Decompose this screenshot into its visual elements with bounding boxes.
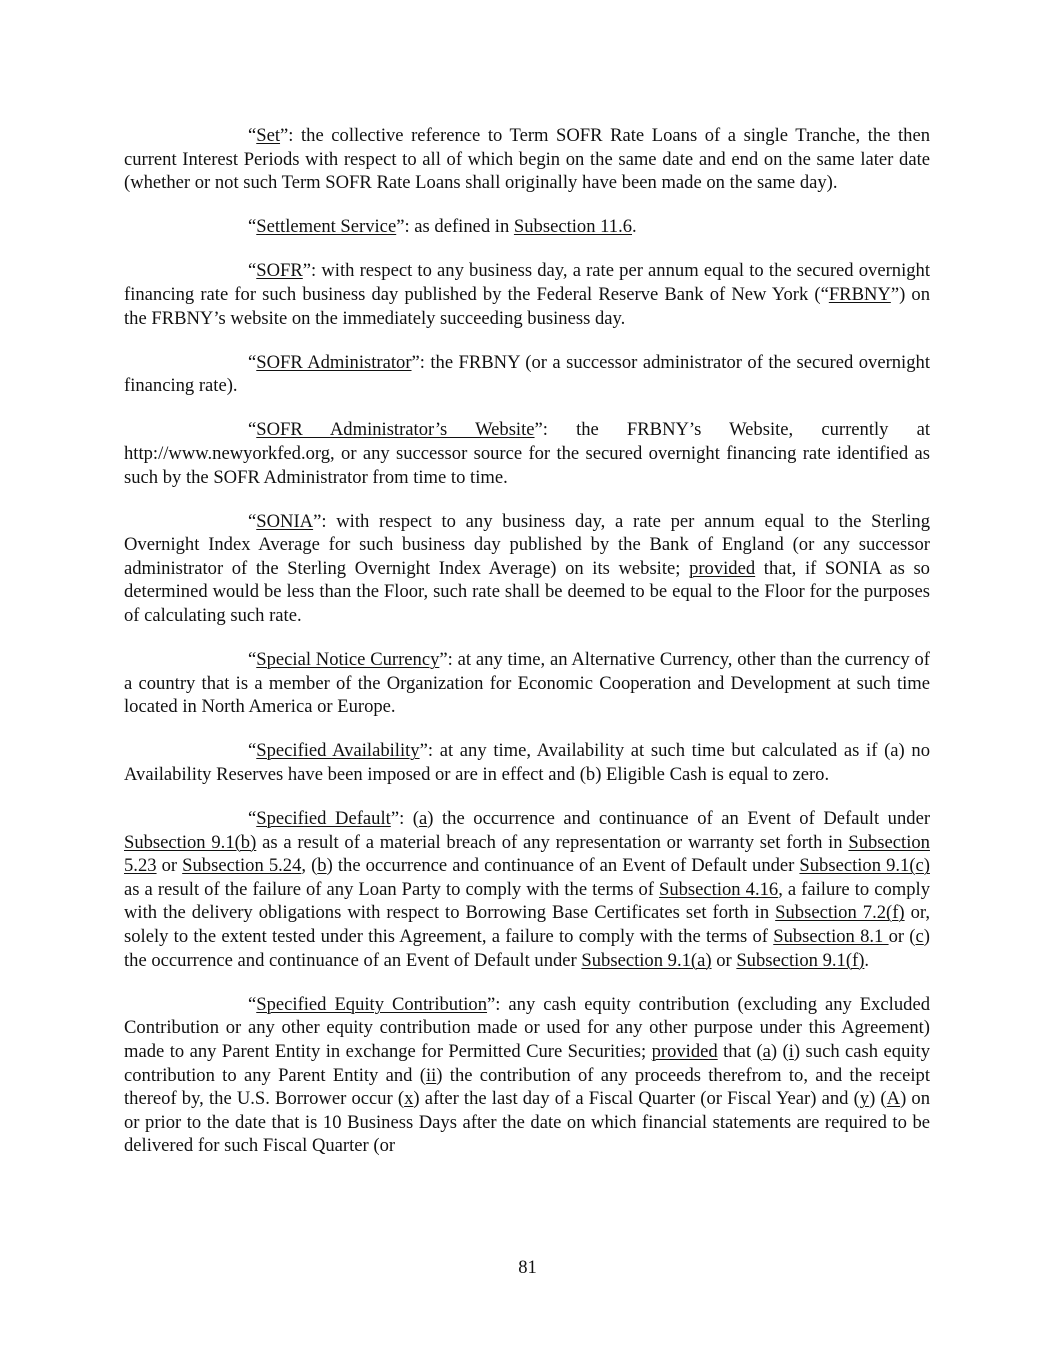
definition-specified-availability: [124, 739, 930, 786]
underlined-term: x: [404, 1088, 414, 1110]
underlined-term: Specified Availability: [256, 740, 420, 762]
underlined-term: c: [915, 926, 924, 948]
text-run: ) the occurrence and continuance of an Event of Default under: [326, 855, 800, 877]
text-run: or: [156, 855, 183, 877]
text-run: “: [248, 993, 257, 1015]
underlined-term: Subsection 11.6: [513, 216, 633, 238]
underlined-term: Specified Equity Contribution: [256, 993, 488, 1015]
underlined-term: Subsection 7.2(f): [775, 902, 905, 924]
text-run: ) on or prior to the date that is 10 Business Days after the date on which financial statements are required to be delivered for such Fiscal Quarter (or: [124, 1088, 930, 1157]
underlined-term: Subsection 4.16: [659, 878, 779, 900]
underlined-term: A: [886, 1088, 901, 1110]
text-run: ”: any cash equity contribution (excluding any Excluded Contribution or any other equity contribution made or used for any other purpose under this Agreement) made to any Parent Entity in exchange for Permitted Cure Securities;: [124, 993, 930, 1062]
text-run: ”: the FRBNY’s Website, currently at http://www.newyorkfed.org, or any successor source for the secured overnight financing rate identified as such by the SOFR Administrator from time to time.: [124, 419, 930, 488]
text-run: “: [248, 260, 257, 282]
definition-set: [124, 124, 930, 195]
underlined-term: a: [762, 1040, 771, 1062]
underlined-term: SOFR: [256, 260, 303, 282]
text-run: .: [864, 949, 870, 971]
text-run: ) (: [770, 1040, 789, 1062]
definition-sofr: [124, 259, 930, 330]
underlined-term: Subsection 9.1(f): [736, 949, 865, 971]
definition-specified-equity-contribution: [124, 993, 930, 1158]
page-number: 81: [518, 1257, 537, 1278]
text-run: ”: with respect to any business day, a rate per annum equal to the Sterling Overnight Index Average for such business day published by the Bank of England (or any successor administrator of the Sterling Overnight Index Average) on its website;: [124, 510, 930, 579]
definition-sonia: [124, 510, 930, 628]
text-run: “: [248, 808, 257, 830]
text-run: ) (: [869, 1088, 887, 1110]
underlined-term: SONIA: [256, 510, 314, 532]
text-run: ”: the FRBNY (or a successor administrator of the secured overnight financing rate).: [124, 351, 930, 397]
text-run: ) the occurrence and continuance of an Event of Default under: [124, 926, 930, 971]
text-run: that, if SONIA as so determined would be less than the Floor, such rate shall be deemed to be equal to the Floor for the purposes of calculating such rate.: [124, 557, 930, 626]
underlined-term: SOFR Administrator: [256, 351, 412, 373]
text-run: “: [248, 510, 257, 532]
text-run: .: [632, 216, 637, 238]
text-run: or, solely to the extent tested under this Agreement, a failure to comply with the terms of: [124, 902, 930, 948]
underlined-term: Subsection 9.1(a): [581, 949, 712, 971]
definition-sofr-administrator: [124, 351, 930, 398]
definition-settlement-service: [124, 215, 930, 239]
text-run: ) the occurrence and continuance of an Event of Default under: [427, 808, 931, 830]
text-run: as a result of the failure of any Loan Party to comply with the terms of: [124, 878, 659, 900]
text-run: , (: [301, 855, 318, 877]
underlined-term: Subsection 9.1(c): [799, 855, 930, 877]
underlined-term: Subsection 8.1: [773, 926, 889, 948]
text-run: as a result of a material breach of any representation or warranty set forth in: [256, 831, 849, 853]
text-run: ”: as defined in: [396, 216, 514, 238]
underlined-term: FRBNY: [828, 283, 891, 305]
text-run: ”: at any time, Availability at such time but calculated as if (a) no Availability Reserves have been imposed or are in effect and (b) Eligible Cash is equal to zero.: [124, 740, 931, 785]
underlined-term: y: [859, 1088, 870, 1110]
text-run: ”: with respect to any business day, a rate per annum equal to the secured overnight financing rate for such business day published by the Federal Reserve Bank of New York (“: [124, 260, 930, 305]
text-run: “: [248, 740, 257, 762]
text-run: “: [248, 216, 257, 238]
underlined-term: a: [419, 808, 428, 830]
underlined-term: b: [317, 855, 327, 877]
text-run: “: [248, 351, 257, 373]
underlined-term: i: [788, 1040, 794, 1062]
text-run: or: [711, 949, 737, 971]
text-run: or (: [888, 926, 916, 948]
underlined-term: Specified Default: [256, 808, 391, 830]
text-run: “: [248, 649, 257, 671]
underlined-term: Special Notice Currency: [256, 649, 440, 671]
underlined-term: ii: [425, 1064, 437, 1086]
underlined-term: Set: [256, 125, 281, 146]
definition-sofr-administrators-website: [124, 418, 930, 489]
underlined-term: Subsection 5.24: [182, 855, 302, 877]
underlined-term: Settlement Service: [256, 216, 397, 238]
text-run: that (: [717, 1040, 763, 1062]
underlined-term: Subsection 9.1(b): [124, 831, 257, 853]
underlined-term: provided: [651, 1040, 718, 1062]
document-page: [124, 124, 930, 1178]
definition-specified-default: [124, 807, 930, 972]
text-run: ”: at any time, an Alternative Currency, other than the currency of a country that is a member of the Organization for Economic Cooperation and Development at such time located in North America or Europe.: [124, 649, 930, 718]
text-run: ) such cash equity contribution to any Parent Entity and (: [124, 1040, 930, 1086]
text-run: ”: the collective reference to Term SOFR Rate Loans of a single Tranche, the then current Interest Periods with respect to all of which begin on the same date and end on the same later date (whether or not such Term SOFR Rate Loans shall originally have been made on the same day).: [124, 125, 930, 194]
underlined-term: SOFR Administrator’s Website: [256, 419, 535, 441]
text-run: ) the contribution of any proceeds therefrom to, and the receipt thereof by, the U.S. Borrower occur (: [124, 1064, 930, 1110]
text-run: , a failure to comply with the delivery obligations with respect to Borrowing Base Certificates set forth in: [124, 878, 930, 924]
underlined-term: Subsection 5.23: [124, 831, 930, 877]
text-run: ”) on the FRBNY’s website on the immediately succeeding business day.: [124, 283, 931, 329]
definition-special-notice-currency: [124, 648, 930, 719]
text-run: ) after the last day of a Fiscal Quarter (or Fiscal Year) and (: [413, 1088, 860, 1110]
text-run: ”: (: [390, 808, 419, 830]
text-run: “: [248, 419, 257, 441]
underlined-term: provided: [689, 557, 756, 579]
text-run: “: [248, 125, 257, 146]
